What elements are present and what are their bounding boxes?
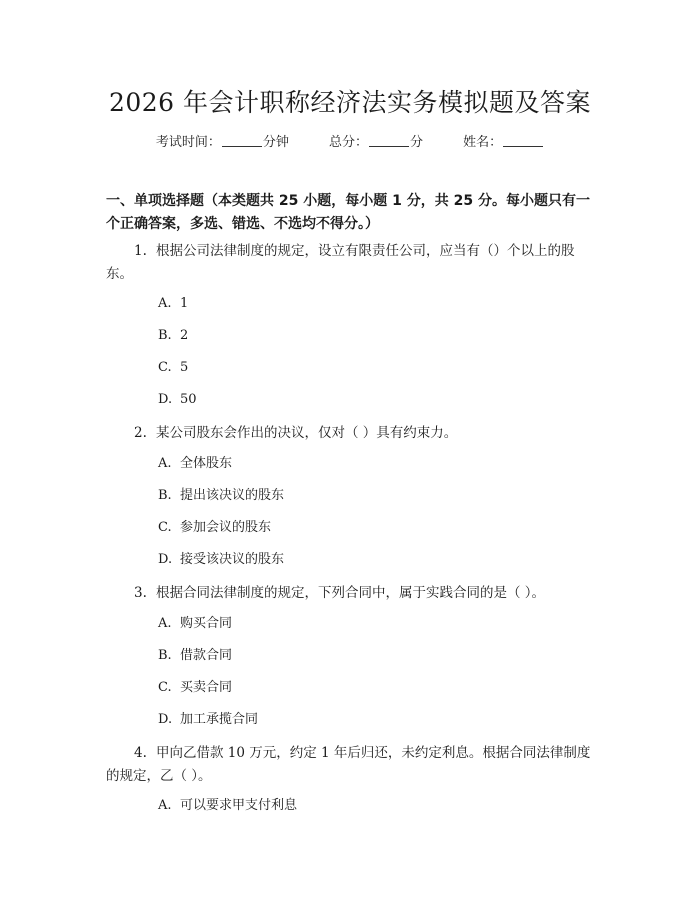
question-3 [106,582,596,605]
student-name [463,131,544,150]
question-number: 2. [134,425,147,441]
exam-meta [0,131,700,150]
option-text: 2 [180,328,189,343]
option-1d [158,390,197,410]
time-unit: 分钟 [262,135,289,150]
option-3b [158,646,232,666]
option-1b [158,326,188,346]
option-letter: D. [158,552,173,567]
option-1c [158,358,188,378]
question-number: 4. [134,745,147,761]
option-text: 1 [180,296,189,311]
section-heading: 一、单项选择题（本类题共 25 小题，每小题 1 分，共 25 分。每小题只有一个正确答案，多选、错选、不选均不得分。） [106,193,590,232]
option-1a [158,294,188,314]
question-text: 根据合同法律制度的规定，下列合同中，属于实践合同的是（ ）。 [156,585,546,601]
option-text: 买卖合同 [180,680,233,695]
name-label: 姓名： [463,135,503,150]
option-text: 参加会议的股东 [180,520,272,535]
option-letter: A. [158,456,172,471]
question-text: 甲向乙借款 10 万元，约定 1 年后归还，未约定利息。根据合同法律制度的规定，乙（ ）。 [106,745,591,784]
time-label: 考试时间： [155,135,221,150]
option-letter: C. [158,520,172,535]
option-2c [158,518,271,538]
option-letter: C. [158,360,172,375]
option-text: 50 [180,392,197,407]
option-letter: D. [158,712,173,727]
score-unit: 分 [410,135,424,150]
option-text: 5 [180,360,189,375]
option-text: 接受该决议的股东 [180,552,285,567]
question-4 [106,742,596,788]
question-2 [106,422,596,445]
option-letter: A. [158,296,172,311]
option-letter: B. [158,328,172,343]
option-letter: A. [158,798,172,813]
option-text: 加工承揽合同 [180,712,259,727]
option-letter: C. [158,680,172,695]
document-title: 2026 年会计职称经济法实务模拟题及答案 [108,88,592,117]
option-text: 可以要求甲支付利息 [180,798,298,813]
option-text: 提出该决议的股东 [180,488,285,503]
question-1 [106,240,596,286]
name-blank [503,146,543,147]
option-3a [158,614,232,634]
option-2b [158,486,284,506]
total-score [329,131,423,150]
question-text: 根据公司法律制度的规定，设立有限责任公司，应当有（）个以上的股东。 [106,243,575,282]
score-label: 总分： [328,135,368,150]
option-letter: D. [158,392,173,407]
option-2a [158,454,232,474]
exam-time [156,131,289,150]
option-text: 全体股东 [180,456,233,471]
option-text: 借款合同 [180,648,233,663]
score-blank [369,146,409,147]
time-blank [222,146,262,147]
question-number: 1. [134,243,147,259]
option-letter: A. [158,616,172,631]
option-3d [158,710,258,730]
option-letter: B. [158,648,172,663]
option-2d [158,550,284,570]
question-text: 某公司股东会作出的决议，仅对（ ）具有约束力。 [156,425,458,441]
option-text: 购买合同 [180,616,233,631]
question-number: 3. [134,585,147,601]
option-4a [158,796,297,816]
option-letter: B. [158,488,172,503]
option-3c [158,678,232,698]
